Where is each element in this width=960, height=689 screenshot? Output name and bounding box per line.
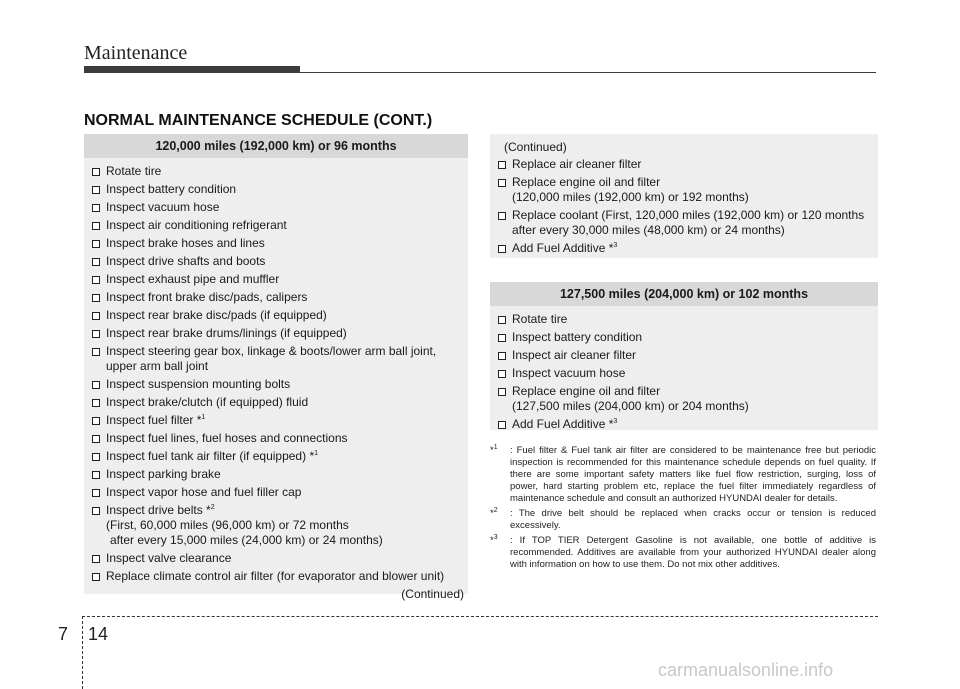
checkbox-icon [92,435,100,443]
item-text: Inspect vapor hose and fuel filler cap [106,485,302,499]
footnote-ref: 1 [201,414,206,421]
checklist-item [84,272,468,287]
panel-120k-heading: 120,000 miles (192,000 km) or 96 months [84,134,468,158]
footnote-mark [490,508,498,520]
item-text: Inspect vacuum hose [106,200,220,214]
item-text: Inspect rear brake disc/pads (if equipped) [106,308,327,322]
footnote-ref: 3 [613,242,618,249]
watermark: carmanualsonline.info [658,660,834,680]
item-subtext: after every 30,000 miles (48,000 km) or 24 months) [512,223,785,237]
checkbox-icon [498,334,506,342]
checklist-item [490,417,878,432]
checkbox-icon [92,417,100,425]
item-text: Inspect fuel filter * [106,413,202,427]
footnote-number: 2 [493,506,498,514]
footnote-number: 1 [493,443,498,451]
item-text: Inspect battery condition [512,330,643,344]
checklist-item [84,254,468,269]
footer-rule [82,616,878,617]
footnote-asterisk: * [490,535,494,546]
panel-127k [490,282,878,430]
footnote-ref: 1 [314,450,319,457]
checklist-item [84,503,468,548]
chapter-number: 7 [58,624,69,644]
checkbox-icon [92,168,100,176]
checkbox-icon [92,348,100,356]
checklist-item [490,208,878,238]
checklist-item [84,308,468,323]
checklist-item [490,175,878,205]
footnote-ref: 3 [613,418,618,425]
item-text: Rotate tire [512,312,568,326]
footnote [490,535,876,571]
footnote [490,508,876,532]
header-title: Maintenance [84,42,188,64]
checkbox-icon [92,204,100,212]
checklist-item [84,200,468,215]
checkbox-icon [92,489,100,497]
checkbox-icon [498,316,506,324]
checkbox-icon [92,276,100,284]
footnote-mark [490,535,498,547]
item-text: Inspect drive shafts and boots [106,254,266,268]
item-text: Replace air cleaner filter [512,157,642,171]
checkbox-icon [498,421,506,429]
item-text: Add Fuel Additive * [512,241,614,255]
checkbox-icon [498,388,506,396]
item-text: Inspect front brake disc/pads, calipers [106,290,308,304]
item-text: Replace engine oil and filter [512,175,661,189]
footnote [490,445,876,505]
checklist-item [490,330,878,345]
panel-120k [84,134,468,601]
checkbox-icon [92,399,100,407]
checkbox-icon [92,294,100,302]
checklist-item [84,467,468,482]
checkbox-icon [92,330,100,338]
checklist-item [490,366,878,381]
section-title: NORMAL MAINTENANCE SCHEDULE (CONT.) [84,112,433,129]
checklist-item [490,384,878,414]
checklist-item [84,164,468,179]
checklist-item [84,326,468,341]
checklist-item [490,312,878,327]
checklist-item [490,241,878,256]
item-text: Inspect fuel lines, fuel hoses and connections [106,431,348,445]
checklist-item [84,431,468,446]
footnote-mark [490,445,498,457]
checkbox-icon [92,507,100,515]
checkbox-icon [498,352,506,360]
item-subtext: upper arm ball joint [106,359,209,373]
checklist-item [490,348,878,363]
checkbox-icon [498,212,506,220]
checkbox-icon [498,370,506,378]
item-text: Inspect vacuum hose [512,366,626,380]
checkbox-icon [92,573,100,581]
checklist-item [84,236,468,251]
header-rule [300,72,876,73]
checklist-item [84,551,468,566]
checklist-item [84,449,468,464]
checkbox-icon [92,555,100,563]
checkbox-icon [498,161,506,169]
item-subtext: (127,500 miles (204,000 km) or 204 months) [512,399,749,413]
checkbox-icon [92,222,100,230]
item-text: Replace climate control air filter (for evaporator and blower unit) [106,569,445,583]
footnote-ref: 2 [210,504,215,511]
item-subtext: (120,000 miles (192,000 km) or 192 months) [512,190,749,204]
footnote-text: : Fuel filter & Fuel tank air filter are considered to be maintenance free but periodic inspection is recommended for this maintenance schedule depends on fuel quality. If there are some important safety matters like fuel flow restriction, surging, loss of power, hard starting problem etc, replace the fuel filter immediately regardless of maintenance schedule and consult an authorized HYUNDAI dealer for details. [510,445,876,504]
footnote-number: 3 [493,533,498,541]
item-text: Inspect suspension mounting bolts [106,377,291,391]
page-number: 14 [88,624,109,644]
checkbox-icon [498,179,506,187]
checklist-item [84,377,468,392]
checklist-item [84,569,468,584]
item-text: Inspect drive belts * [106,503,211,517]
checklist-item [84,395,468,410]
checkbox-icon [92,471,100,479]
item-text: Inspect steering gear box, linkage & boots/lower arm ball joint, [106,344,437,358]
footnote-asterisk: * [490,445,494,456]
item-text: Inspect brake hoses and lines [106,236,265,250]
item-text: Inspect rear brake drums/linings (if equipped) [106,326,347,340]
item-text: Replace coolant (First, 120,000 miles (192,000 km) or 120 months [512,208,865,222]
item-text: Inspect fuel tank air filter (if equipped) * [106,449,315,463]
checkbox-icon [92,186,100,194]
item-text: Inspect exhaust pipe and muffler [106,272,280,286]
header-bar [84,66,300,73]
item-text: Inspect air cleaner filter [512,348,637,362]
checklist-item [84,413,468,428]
panel-127k-heading: 127,500 miles (204,000 km) or 102 months [490,282,878,306]
footnote-text: : The drive belt should be replaced when cracks occur or tension is reduced excessively. [510,508,876,531]
checklist-item [490,157,878,172]
item-text: Inspect battery condition [106,182,237,196]
panel-continued [490,134,878,258]
panel-127k-list [490,306,878,432]
footer-divider [82,616,83,689]
footnote-asterisk: * [490,508,494,519]
continued-label: (Continued) [401,587,464,601]
checkbox-icon [92,453,100,461]
item-text: Replace engine oil and filter [512,384,661,398]
item-text: Inspect air conditioning refrigerant [106,218,287,232]
item-text: Inspect valve clearance [106,551,232,565]
checklist-item [84,485,468,500]
checkbox-icon [92,381,100,389]
checklist-item [84,344,468,374]
checklist-item [84,182,468,197]
item-subtext: after every 15,000 miles (24,000 km) or 24 months) [110,533,383,547]
panel-120k-list [84,158,468,584]
continued-label: (Continued) [504,140,567,154]
item-subtext: (First, 60,000 miles (96,000 km) or 72 months [106,518,349,532]
footnote-text: : If TOP TIER Detergent Gasoline is not available, one bottle of additive is recommended. Additives are available from your authorized HYUNDAI dealer along with information on how to use them. Do not mix other additives. [510,535,876,570]
checkbox-icon [92,240,100,248]
checklist-item [84,290,468,305]
checkbox-icon [498,245,506,253]
item-text: Inspect brake/clutch (if equipped) fluid [106,395,309,409]
checklist-item [84,218,468,233]
item-text: Add Fuel Additive * [512,417,614,431]
checkbox-icon [92,258,100,266]
item-text: Inspect parking brake [106,467,221,481]
checkbox-icon [92,312,100,320]
footnotes [490,445,876,574]
item-text: Rotate tire [106,164,162,178]
panel-continued-list [490,157,878,256]
